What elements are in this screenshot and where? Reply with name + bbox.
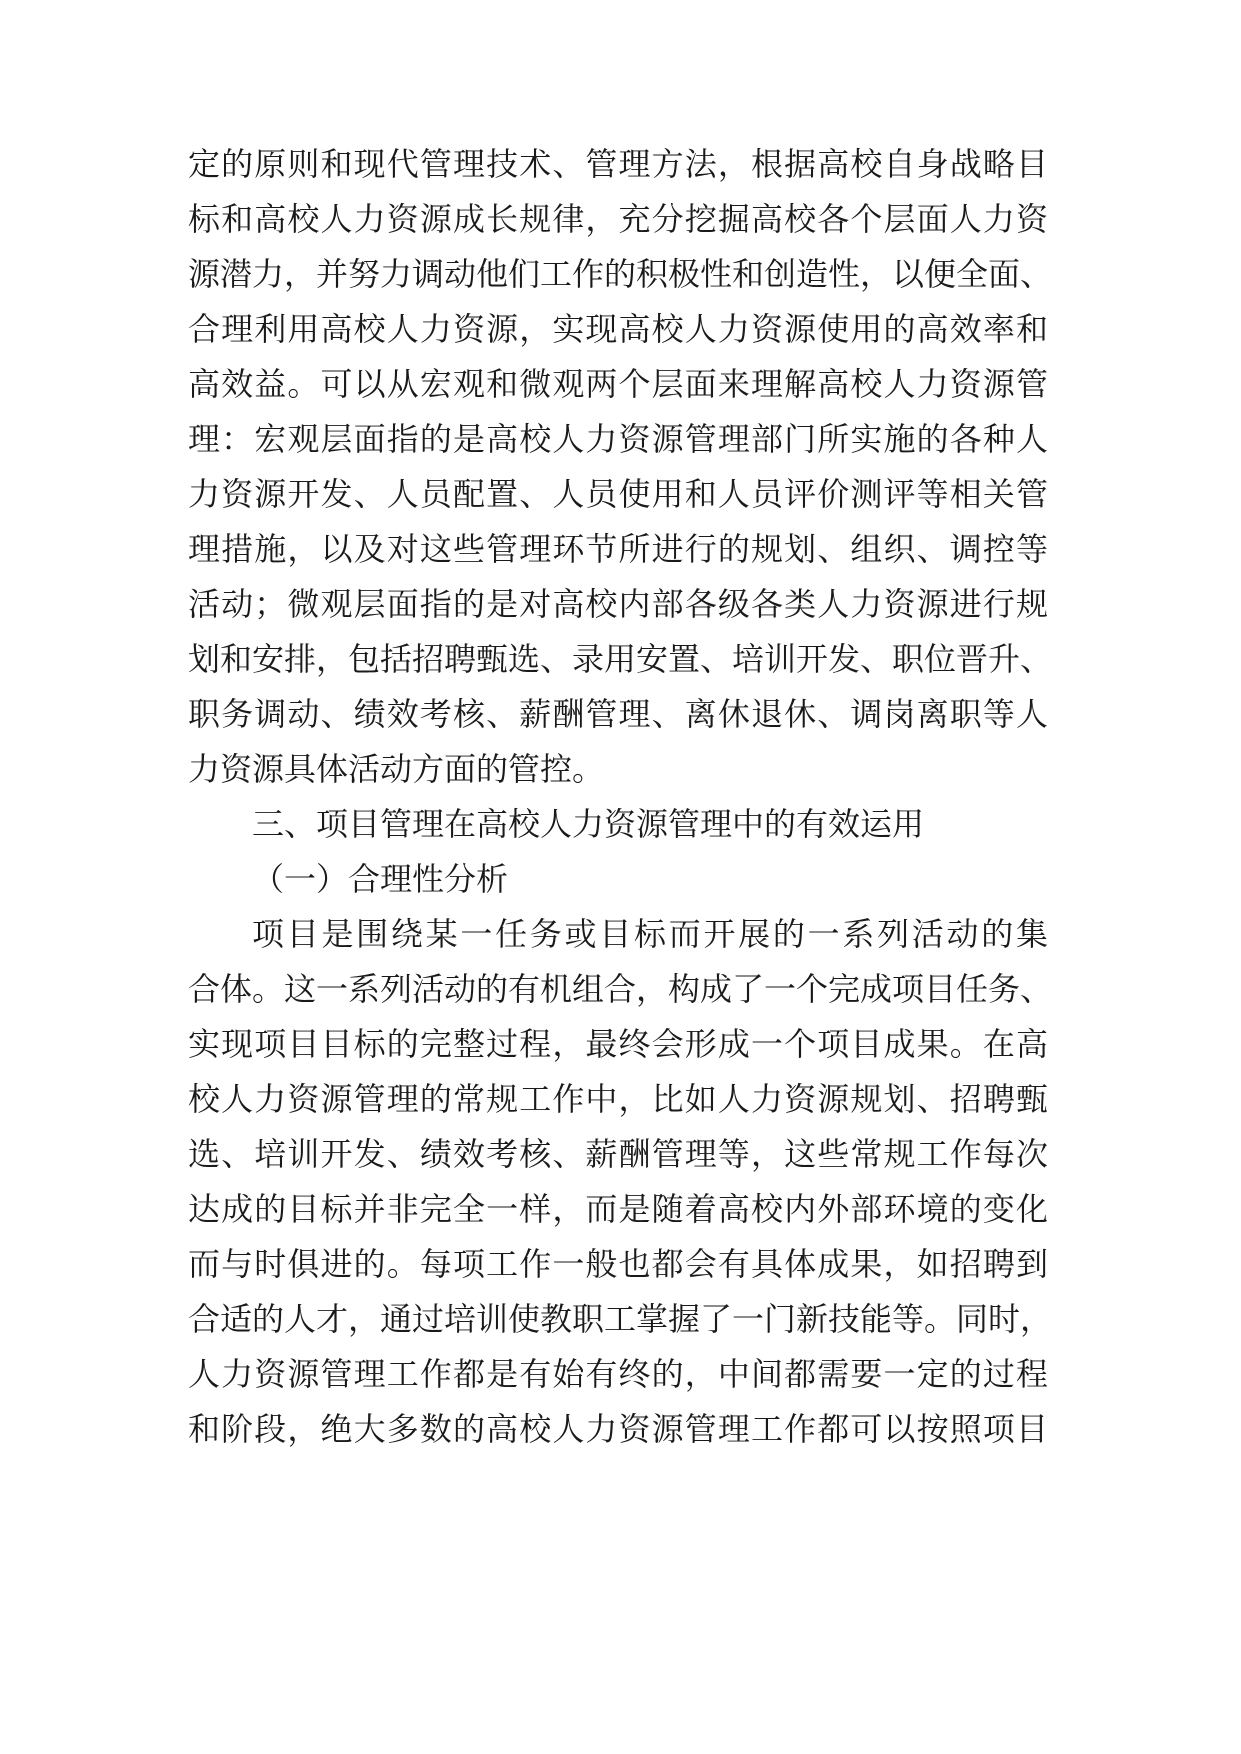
- paragraph-line: 选、培训开发、绩效考核、薪酬管理等，这些常规工作每次: [188, 1135, 1048, 1173]
- paragraph-line: 理措施，以及对这些管理环节所进行的规划、组织、调控等: [188, 530, 1048, 568]
- paragraph-line: 理：宏观层面指的是高校人力资源管理部门所实施的各种人: [188, 420, 1048, 458]
- paragraph-line: 活动；微观层面指的是对高校内部各级各类人力资源进行规: [188, 585, 1048, 623]
- paragraph-line: 源潜力，并努力调动他们工作的积极性和创造性，以便全面、: [188, 255, 1053, 293]
- paragraph-line: 划和安排，包括招聘甄选、录用安置、培训开发、职位晋升、: [188, 640, 1053, 678]
- paragraph-line: 定的原则和现代管理技术、管理方法，根据高校自身战略目: [188, 145, 1048, 183]
- paragraph-line: 合理利用高校人力资源，实现高校人力资源使用的高效率和: [188, 310, 1048, 348]
- paragraph-line: 而与时俱进的。每项工作一般也都会有具体成果，如招聘到: [188, 1245, 1048, 1283]
- paragraph-line: 校人力资源管理的常规工作中，比如人力资源规划、招聘甄: [188, 1080, 1048, 1118]
- paragraph-line: 和阶段，绝大多数的高校人力资源管理工作都可以按照项目: [188, 1410, 1048, 1448]
- paragraph-line: 高效益。可以从宏观和微观两个层面来理解高校人力资源管: [188, 365, 1048, 403]
- subsection-heading: （一）合理性分析: [252, 860, 509, 898]
- paragraph-line: 项目是围绕某一任务或目标而开展的一系列活动的集: [252, 915, 1048, 953]
- paragraph-line: 合体。这一系列活动的有机组合，构成了一个完成项目任务、: [188, 970, 1053, 1008]
- paragraph-line: 力资源开发、人员配置、人员使用和人员评价测评等相关管: [188, 475, 1048, 513]
- paragraph-line: 标和高校人力资源成长规律，充分挖掘高校各个层面人力资: [188, 200, 1048, 238]
- paragraph-line: 实现项目目标的完整过程，最终会形成一个项目成果。在高: [188, 1025, 1048, 1063]
- section-heading: 三、项目管理在高校人力资源管理中的有效运用: [252, 805, 925, 843]
- paragraph-line: 职务调动、绩效考核、薪酬管理、离休退休、调岗离职等人: [188, 695, 1048, 733]
- paragraph-line: 力资源具体活动方面的管控。: [188, 750, 605, 788]
- paragraph-line: 达成的目标并非完全一样，而是随着高校内外部环境的变化: [188, 1190, 1048, 1228]
- paragraph-line: 人力资源管理工作都是有始有终的，中间都需要一定的过程: [188, 1355, 1048, 1393]
- paragraph-line: 合适的人才，通过培训使教职工掌握了一门新技能等。同时，: [188, 1300, 1053, 1338]
